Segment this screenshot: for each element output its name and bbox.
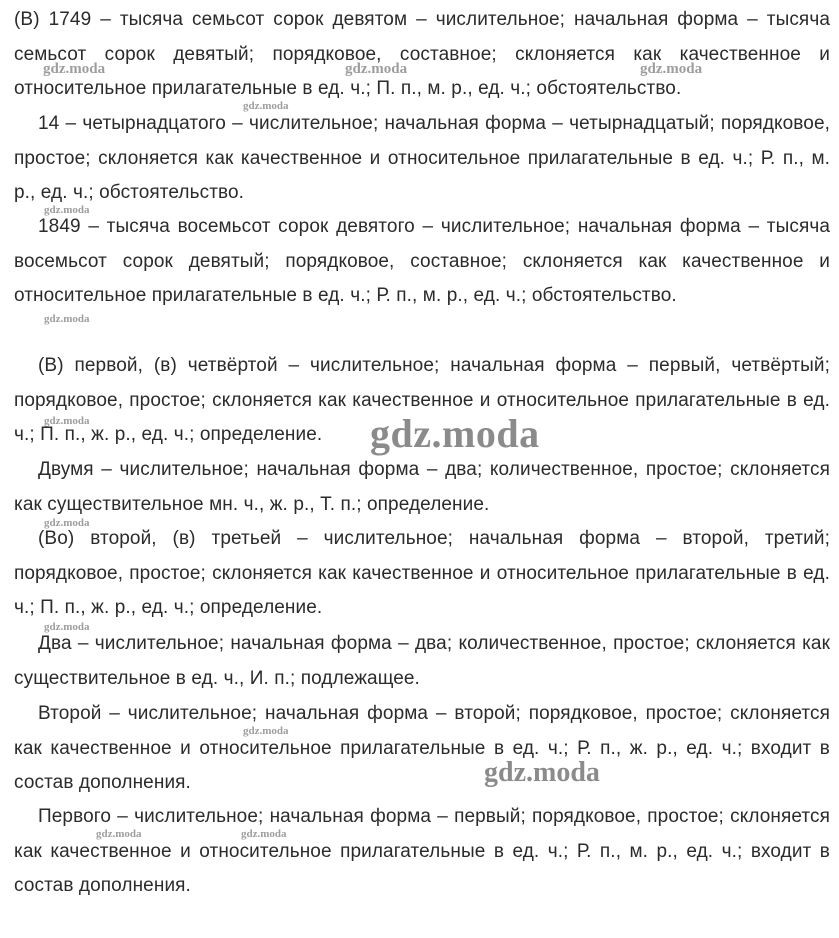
watermark: gdz.moda bbox=[43, 61, 106, 77]
watermark: gdz.moda bbox=[243, 725, 289, 737]
watermark: gdz.moda bbox=[44, 621, 90, 633]
watermark: gdz.moda bbox=[345, 61, 408, 77]
watermark-medium: gdz.moda bbox=[484, 757, 600, 788]
watermark: gdz.moda bbox=[243, 100, 289, 112]
watermark: gdz.moda bbox=[44, 517, 90, 529]
watermark-large: gdz.moda bbox=[370, 411, 540, 456]
paragraph-1: (В) 1749 – тысяча семьсот сорок девятом – числительное; начальная форма – тысяча семьсот сорок девятый; порядковое, составное; склоняется как качественное и относительное прилагательные в ед. ч.; П. п., м. р., ед. ч.; обстоятельство. bbox=[14, 9, 830, 99]
paragraph-6: (Во) второй, (в) третьей – числительное; начальная форма – второй, третий; порядковое, простое; склоняется как качественное и относительное прилагательные в ед. ч.; П. п., ж. р., ед. ч.; определение. bbox=[14, 528, 830, 618]
paragraph-3: 1849 – тысяча восемьсот сорок девятого – числительное; начальная форма – тысяча восемьсот сорок девятый; порядковое, составное; склоняется как качественное и относительное прилагательные в ед. ч.; Р. п., м. р., ед. ч.; обстоятельство. bbox=[14, 216, 830, 306]
watermark: gdz.moda bbox=[96, 828, 142, 840]
paragraph-9: Первого – числительное; начальная форма – первый; порядковое, простое; склоняется как качественное и относительное прилагательные в ед. ч.; Р. п., м. р., ед. ч.; входит в состав дополнения. bbox=[14, 806, 830, 896]
watermark: gdz.moda bbox=[241, 828, 287, 840]
paragraph-8: Второй – числительное; начальная форма – второй; порядковое, простое; склоняется как качественное и относительное прилагательные в ед. ч.; Р. п., ж. р., ед. ч.; входит в состав дополнения. bbox=[14, 703, 830, 793]
watermark: gdz.moda bbox=[44, 313, 90, 325]
paragraph-2: 14 – четырнадцатого – числительное; начальная форма – четырнадцатый; порядковое, простое; склоняется как качественное и относительное прилагательные в ед. ч.; Р. п., м. р., ед. ч.; обстоятельство. bbox=[14, 113, 830, 203]
paragraph-7: Два – числительное; начальная форма – два; количественное, простое; склоняется как существительное в ед. ч., И. п.; подлежащее. bbox=[14, 633, 830, 689]
paragraph-5: Двумя – числительное; начальная форма – два; количественное, простое; склоняется как существительное мн. ч., ж. р., Т. п.; определение. bbox=[14, 459, 830, 515]
paragraph-4: (В) первой, (в) четвёртой – числительное; начальная форма – первый, четвёртый; порядковое, простое; склоняется как качественное и относительное прилагательные в ед. ч.; П. п., ж. р., ед. ч.; определение. bbox=[14, 355, 830, 445]
watermark: gdz.moda bbox=[44, 204, 90, 216]
watermark: gdz.moda bbox=[44, 415, 90, 427]
watermark: gdz.moda bbox=[640, 61, 703, 77]
